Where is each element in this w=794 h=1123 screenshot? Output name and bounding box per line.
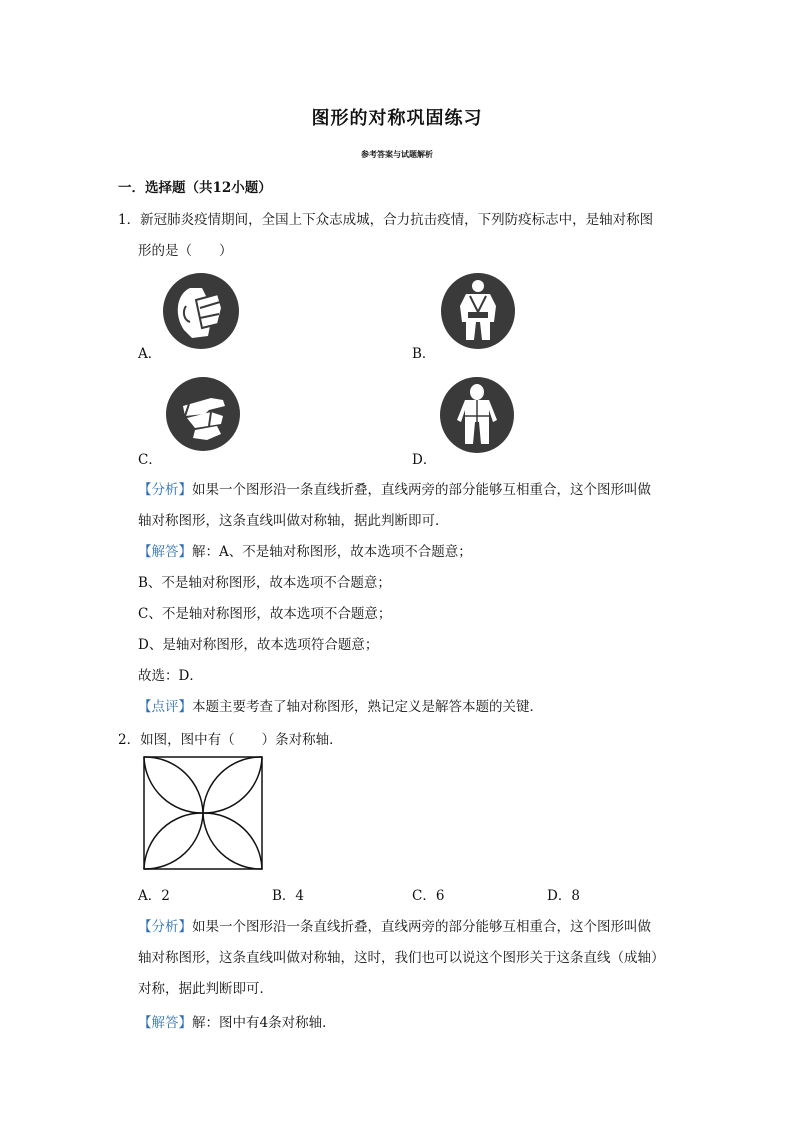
wash-hands-sign-icon — [165, 376, 241, 452]
q1-option-c: C． — [138, 452, 162, 468]
page-title: 图形的对称巩固练习 — [311, 108, 483, 129]
comment-tag: 【点评】 — [138, 699, 192, 715]
q1-analysis-line2: 轴对称图形，这条直线叫做对称轴，据此判断即可． — [138, 513, 449, 529]
q1-answer-line5: 故选：D． — [138, 668, 203, 684]
q2-answer — [138, 1011, 336, 1031]
q1-comment — [138, 695, 543, 715]
q1-answer-line1 — [138, 540, 472, 560]
answer-text: 解：图中有4条对称轴． — [192, 1015, 336, 1031]
q1-answer-line3: C、不是轴对称图形，故本选项不合题意； — [138, 606, 392, 622]
q1-analysis-line1 — [138, 478, 651, 498]
q2-analysis-line2: 轴对称图形，这条直线叫做对称轴，这时，我们也可以说这个图形关于这条直线（成轴） — [138, 950, 665, 966]
four-petal-square-figure — [142, 755, 266, 873]
q2-analysis-line3: 对称，据此判断即可． — [138, 981, 273, 997]
q2-option-d: D．8 — [547, 888, 580, 904]
answer-tag: 【解答】 — [138, 1015, 192, 1031]
q2-option-c: C．6 — [412, 888, 445, 904]
comment-text: 本题主要考查了轴对称图形，熟记定义是解答本题的关键． — [192, 699, 543, 715]
protective-suit-sign-icon — [439, 376, 515, 454]
q2-stem: 2．如图，图中有（ ）条对称轴． — [118, 732, 343, 748]
q1-answer-line2: B、不是轴对称图形，故本选项不合题意； — [138, 575, 391, 591]
analysis-tag: 【分析】 — [138, 919, 192, 935]
analysis-tag: 【分析】 — [138, 482, 192, 498]
protective-suit-back-sign-icon — [440, 272, 516, 350]
q1-option-a: A． — [138, 346, 162, 362]
answer-tag: 【解答】 — [138, 544, 192, 560]
q1-answer-line4: D、是轴对称图形，故本选项符合题意； — [138, 637, 379, 653]
q1-option-b: B． — [412, 346, 436, 362]
page-subtitle: 参考答案与试题解析 — [361, 149, 433, 159]
q1-stem-line1: 1．新冠肺炎疫情期间，全国上下众志成城，合力抗击疫情，下列防疫标志中，是轴对称图 — [118, 212, 654, 228]
q1-stem-line2: 形的是（ ） — [138, 243, 233, 259]
answer-text: 解：A、不是轴对称图形，故本选项不合题意； — [192, 544, 472, 560]
section-heading: 一．选择题（共12小题） — [118, 180, 272, 196]
q2-option-a: A．2 — [138, 888, 170, 904]
q1-option-d: D． — [412, 452, 437, 468]
analysis-text: 如果一个图形沿一条直线折叠，直线两旁的部分能够互相重合，这个图形叫做 — [192, 482, 651, 498]
analysis-text: 如果一个图形沿一条直线折叠，直线两旁的部分能够互相重合，这个图形叫做 — [192, 919, 651, 935]
q2-analysis-line1 — [138, 915, 651, 935]
q2-option-b: B．4 — [272, 888, 305, 904]
mask-sign-icon — [162, 272, 240, 350]
